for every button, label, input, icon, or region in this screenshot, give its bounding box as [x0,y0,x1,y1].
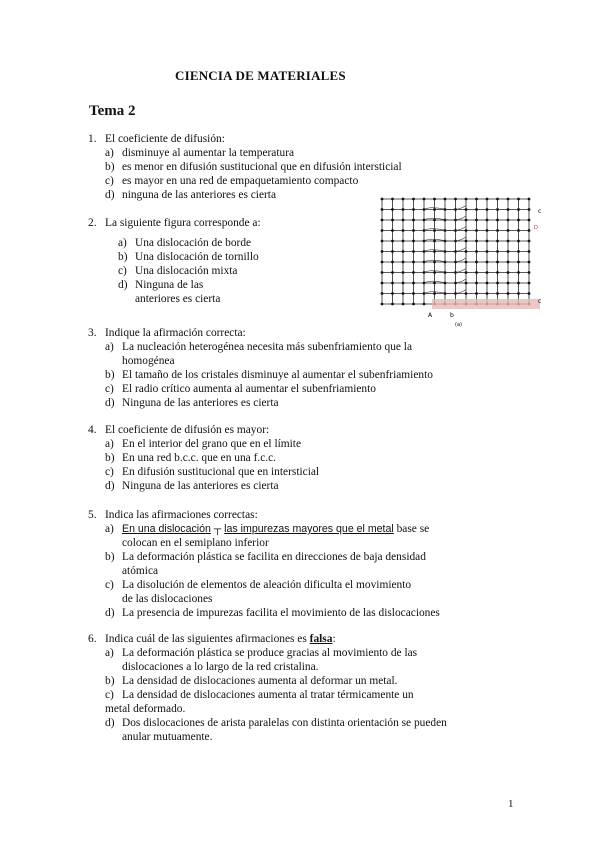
dislocation-figure [378,193,546,327]
option-text: Ninguna de las anteriores es cierta [122,397,279,409]
lattice-atom [517,229,520,232]
option-b [118,250,261,264]
lattice-atom [412,198,415,201]
lattice-atom [433,219,436,222]
lattice-atom [496,240,499,243]
lattice-atom [507,271,510,274]
question-stem-emphasis: falsa [309,633,333,645]
lattice-atom [475,229,478,232]
option-c [105,382,433,396]
option-d [105,188,402,202]
option-text-continued: anular mutuamente. [122,731,213,743]
lattice-atom [528,240,531,243]
lattice-atom [412,208,415,211]
page-number: 1 [508,798,514,810]
lattice-atom [517,271,520,274]
lattice-atom [402,271,405,274]
lattice-atom [433,250,436,253]
lattice-atom [444,282,447,285]
lattice-atom [528,292,531,295]
option-d [105,606,440,620]
option-text-underlined: En una dislocación [122,523,211,535]
option-letter: a) [105,523,114,535]
question-number: 6. [88,633,97,645]
option-c [105,174,402,188]
question-1 [88,132,402,202]
option-text: Ninguna de las [135,279,204,291]
lattice-atom [465,219,468,222]
question-stem-end: : [332,633,336,645]
option-text: ninguna de las anteriores es cierta [122,189,277,201]
option-d [118,278,261,306]
option-text-continued: atómica [122,565,159,577]
option-text: El tamaño de los cristales disminuye al aumentar el subenfriamiento [122,369,433,381]
lattice-atom [496,219,499,222]
option-text: La densidad de dislocaciones aumenta al tratar térmicamente un [122,689,414,701]
lattice-atom [507,198,510,201]
option-text: La disolución de elementos de aleación dificulta el movimiento [122,579,412,591]
question-4 [88,423,319,493]
option-letter: c) [105,466,114,478]
lattice-atom [433,198,436,201]
option-letter: a) [118,237,127,249]
option-text-continued: de las dislocaciones [122,593,213,605]
lattice-atom [486,250,489,253]
option-text: disminuye al aumentar la temperatura [122,147,295,159]
option-a [118,236,261,250]
option-b [105,674,447,688]
lattice-atom [412,261,415,264]
lattice-atom [391,282,394,285]
lattice-atom [412,282,415,285]
lattice-atom [475,250,478,253]
question-number: 5. [88,509,97,521]
lattice-atom [528,282,531,285]
question-6 [88,632,447,744]
lattice-atom [444,261,447,264]
lattice-atom [444,219,447,222]
option-text: es menor en difusión sustitucional que en difusión intersticial [122,161,402,173]
lattice-atom [517,208,520,211]
option-letter: a) [105,647,114,659]
option-letter: a) [105,341,114,353]
question-3 [88,326,433,410]
option-letter: d) [105,480,115,492]
lattice-atom [475,240,478,243]
question-number: 3. [88,327,97,339]
document-title: CIENCIA DE MATERIALES [175,68,346,83]
lattice-atom [412,219,415,222]
lattice-atom [391,303,394,306]
lattice-atom [444,250,447,253]
question-stem: El coeficiente de difusión: [105,133,225,145]
option-letter: d) [105,397,115,409]
option-text-continued: anteriores es cierta [135,293,221,305]
lattice-atom [486,240,489,243]
label-b: b [450,312,454,319]
lattice-atom [465,240,468,243]
lattice-atom [433,282,436,285]
option-a [105,522,440,550]
lattice-atom [496,292,499,295]
option-text: Ninguna de las anteriores es cierta [122,480,279,492]
lattice-atom [444,271,447,274]
option-letter: b) [105,452,115,464]
lattice-atom [433,292,436,295]
lattice-atom [507,250,510,253]
lattice-atom [412,292,415,295]
topic-heading: Tema 2 [89,103,136,119]
lattice-atom [402,219,405,222]
lattice-atom [517,219,520,222]
option-letter: b) [105,551,115,563]
lattice-atom [402,208,405,211]
option-b [105,368,433,382]
label-c-top: c [538,208,542,215]
lattice-atom [454,198,457,201]
option-text: En una red b.c.c. que en una f.c.c. [122,452,277,464]
option-letter: d) [105,189,115,201]
option-letter: d) [105,717,115,729]
lattice-atom [465,208,468,211]
lattice-atom [486,261,489,264]
option-b [105,550,440,578]
option-text: La densidad de dislocaciones aumenta al deformar un metal. [122,675,398,687]
lattice-atom [528,271,531,274]
lattice-atom [486,271,489,274]
option-text-underlined: las impurezas mayores que el metal [224,523,394,535]
lattice-atom [391,229,394,232]
lattice-atom [465,292,468,295]
option-letter: b) [118,251,128,263]
lattice-atom [475,282,478,285]
lattice-atom [381,219,384,222]
lattice-atom [528,198,531,201]
lattice-atom [528,219,531,222]
question-number: 2. [88,217,97,229]
option-b [105,160,402,174]
lattice-atom [475,292,478,295]
question-2 [88,216,261,306]
lattice-atom [402,292,405,295]
option-text-continued: dislocaciones a lo largo de la red cristalina. [122,661,319,673]
question-number: 1. [88,133,97,145]
lattice-atom [465,198,468,201]
option-text: En difusión sustitucional que en intersticial [122,466,320,478]
lattice-atom [391,271,394,274]
lattice-atom [465,282,468,285]
option-text: Una dislocación mixta [135,265,238,277]
label-d: D [534,225,538,231]
option-text: La nucleación heterogénea necesita más subenfriamiento que la [122,341,413,353]
lattice-atom [381,271,384,274]
label-m: (a) [455,322,462,327]
lattice-atom [381,208,384,211]
lattice-atom [517,250,520,253]
option-letter: a) [105,147,114,159]
lattice-atom [391,219,394,222]
option-a [105,340,433,368]
option-letter: b) [105,675,115,687]
option-c [105,688,447,702]
option-text: La deformación plástica se produce gracias al movimiento de las [122,647,418,659]
lattice-atom [475,198,478,201]
lattice-atom [412,271,415,274]
lattice-atom [465,271,468,274]
option-text: El radio crítico aumenta al aumentar el subenfriamiento [122,383,376,395]
option-text: Dos dislocaciones de arista paralelas con distinta orientación se pueden [122,717,447,729]
option-letter: b) [105,161,115,173]
option-text-continued: homogénea [122,355,175,367]
lattice-atom [465,261,468,264]
lattice-atom [381,282,384,285]
lattice-atom [465,229,468,232]
lattice-atom [381,292,384,295]
lattice-atom [391,250,394,253]
lattice-atom [391,261,394,264]
lattice-atom [444,208,447,211]
lattice-atom [528,261,531,264]
option-a [105,146,402,160]
lattice-atom [402,261,405,264]
option-letter: b) [105,369,115,381]
option-letter: c) [118,265,127,277]
lattice-atom [528,229,531,232]
lattice-atom [402,198,405,201]
lattice-atom [381,198,384,201]
lattice-atom [517,198,520,201]
lattice-atom [402,240,405,243]
option-letter: a) [105,438,114,450]
lattice-atom [402,303,405,306]
lattice-atom [465,250,468,253]
lattice-atom [475,261,478,264]
lattice-atom [423,198,426,201]
option-text: Una dislocación de borde [135,237,252,249]
lattice-atom [402,250,405,253]
option-c [118,264,261,278]
option-letter: c) [105,689,114,701]
lattice-atom [381,261,384,264]
lattice-atom [475,219,478,222]
lattice-atom [507,261,510,264]
lattice-atom [433,229,436,232]
lattice-atom [496,250,499,253]
option-text: es mayor en una red de empaquetamiento compacto [122,175,359,187]
question-number: 4. [88,424,97,436]
lattice-atom [475,208,478,211]
option-letter: d) [118,279,128,291]
option-c [105,578,440,606]
lattice-atom [496,271,499,274]
lattice-atom [517,261,520,264]
lattice-atom [433,271,436,274]
lattice-atom [402,229,405,232]
option-text: base se [396,523,430,535]
lattice-atom [391,208,394,211]
lattice-atom [496,229,499,232]
option-d [105,479,319,493]
lattice-atom [412,240,415,243]
option-text: Una dislocación de tornillo [135,251,259,263]
lattice-atom [391,292,394,295]
option-d [105,716,447,744]
option-letter: c) [105,175,114,187]
option-letter: d) [105,607,115,619]
lattice-atom [381,303,384,306]
lattice-atom [507,208,510,211]
option-c [105,465,319,479]
lattice-atom [486,282,489,285]
lattice-atom [486,292,489,295]
option-d [105,396,433,410]
option-a [105,437,319,451]
label-c-bottom: c [538,298,542,305]
lattice-atom [475,271,478,274]
lattice-atom [381,240,384,243]
edge-dislocation-symbol: ┬ [213,523,222,535]
lattice-atom [507,282,510,285]
lattice-atom [412,250,415,253]
lattice-atom [496,261,499,264]
lattice-atom [507,240,510,243]
lattice-atom [444,240,447,243]
lattice-atom [496,208,499,211]
option-text: En el interior del grano que en el límite [122,438,302,450]
lattice-atom [528,250,531,253]
slip-region [432,299,540,309]
lattice-atom [391,240,394,243]
option-c-continued: metal deformado. [105,703,186,715]
lattice-atom [507,219,510,222]
question-stem: Indica cuál de las siguientes afirmaciones es [105,633,307,645]
lattice-atom [433,208,436,211]
lattice-atom [412,303,415,306]
lattice-atom [486,208,489,211]
option-letter: c) [105,383,114,395]
lattice-atom [391,198,394,201]
lattice-atom [444,292,447,295]
lattice-atom [507,229,510,232]
label-a: A [428,312,433,319]
question-stem: Indique la afirmación correcta: [105,327,246,339]
lattice-atom [444,229,447,232]
lattice-atom [433,240,436,243]
lattice-atom [517,282,520,285]
lattice-atom [381,250,384,253]
lattice-atom [381,229,384,232]
option-text-continued: colocan en el semiplano inferior [122,537,269,549]
option-a [105,646,447,674]
question-stem: El coeficiente de difusión es mayor: [105,424,270,436]
lattice-atom [486,219,489,222]
lattice-atom [486,198,489,201]
question-5 [88,508,440,620]
lattice-atom [517,292,520,295]
lattice-atom [412,229,415,232]
lattice-atom [433,261,436,264]
lattice-atom [517,240,520,243]
lattice-atom [444,198,447,201]
lattice-atom [423,303,426,306]
option-text: La presencia de impurezas facilita el movimiento de las dislocaciones [122,607,440,619]
lattice-atom [496,282,499,285]
lattice-atom [486,229,489,232]
option-text: La deformación plástica se facilita en direcciones de baja densidad [122,551,426,563]
lattice-atom [402,282,405,285]
question-stem: Indica las afirmaciones correctas: [105,509,258,521]
option-b [105,451,319,465]
lattice-atom [507,292,510,295]
option-letter: c) [105,579,114,591]
question-stem: La siguiente figura corresponde a: [105,217,261,229]
lattice-atom [528,208,531,211]
lattice-atom [496,198,499,201]
